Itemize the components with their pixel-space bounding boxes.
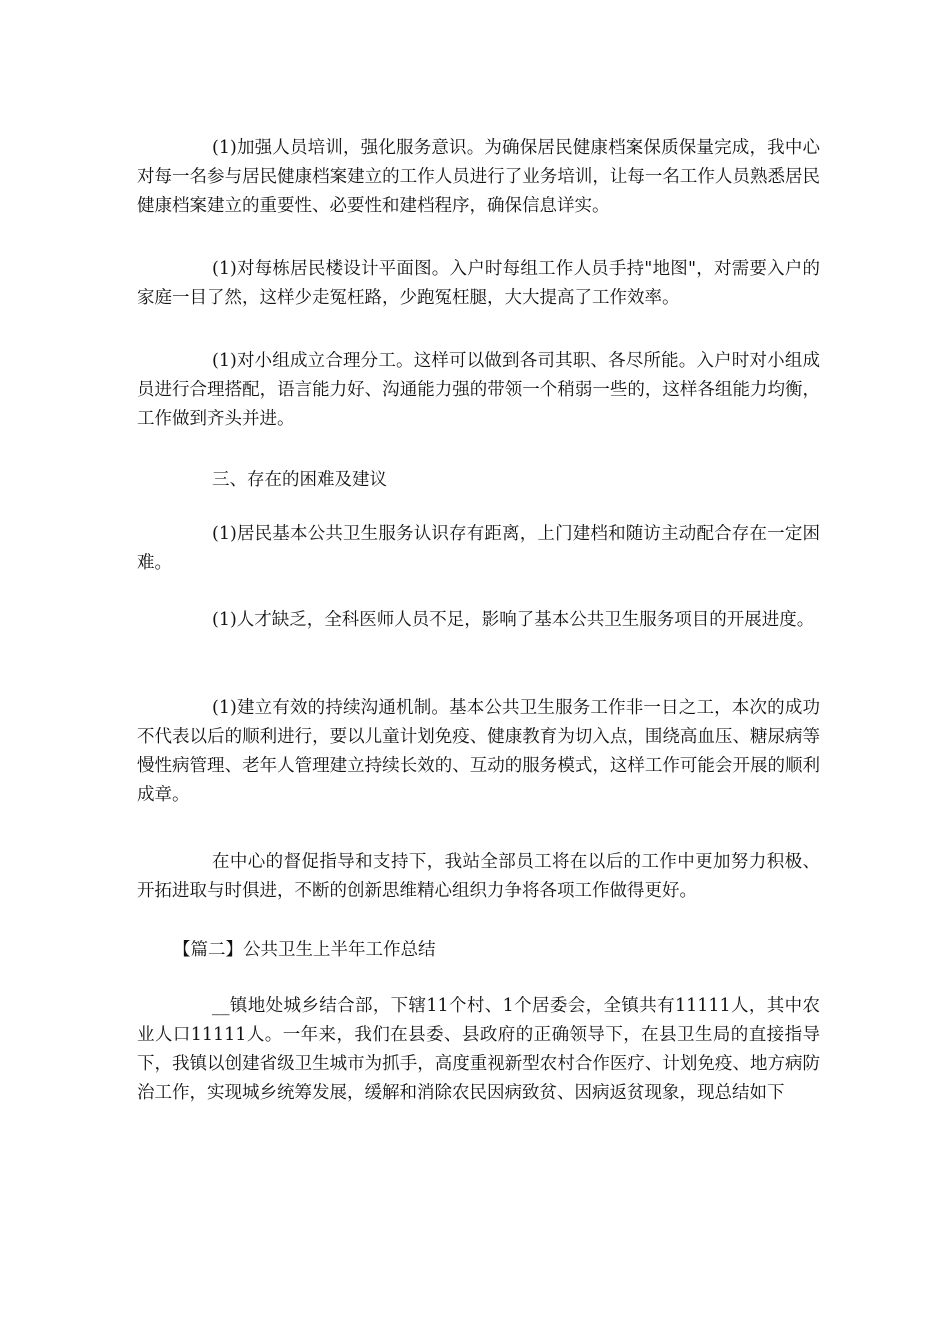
article-subtitle: 【篇二】公共卫生上半年工作总结 — [173, 940, 436, 960]
paragraph-floor-plan: (1)对每栋居民楼设计平面图。入户时每组工作人员手持"地图"，对需要入户的家庭一目了然，这样少走冤枉路，少跑冤枉腿，大大提高了工作效率。 — [137, 259, 820, 308]
paragraph-communication-mechanism: (1)建立有效的持续沟通机制。基本公共卫生服务工作非一日之工，本次的成功不代表以后的顺利进行，要以儿童计划免疫、健康教育为切入点，围绕高血压、糖尿病等慢性病管理、老年人管理建立持续长效的、互动的服务模式，这样工作可能会开展的顺利成章。 — [137, 698, 820, 805]
paragraph-town-overview: __镇地处城乡结合部，下辖11个村、1个居委会，全镇共有11111人，其中农业人口11111人。一年来，我们在县委、县政府的正确领导下，在县卫生局的直接指导下，我镇以创建省级卫生城市为抓手，高度重视新型农村合作医疗、计划免疫、地方病防治工作，实现城乡统筹发展，缓解和消除农民因病致贫、因病返贫现象，现总结如下 — [137, 996, 820, 1103]
paragraph-closing: 在中心的督促指导和支持下，我站全部员工将在以后的工作中更加努力积极、开拓进取与时俱进，不断的创新思维精心组织力争将各项工作做得更好。 — [137, 852, 820, 901]
paragraph-talent-shortage: (1)人才缺乏，全科医师人员不足，影响了基本公共卫生服务项目的开展进度。 — [212, 610, 815, 630]
section-heading-difficulties: 三、存在的困难及建议 — [212, 470, 387, 490]
paragraph-awareness-gap: (1)居民基本公共卫生服务认识存有距离，上门建档和随访主动配合存在一定困难。 — [137, 524, 820, 573]
paragraph-staff-training: (1)加强人员培训，强化服务意识。为确保居民健康档案保质保量完成，我中心对每一名参与居民健康档案建立的工作人员进行了业务培训，让每一名工作人员熟悉居民健康档案建立的重要性、必要性和建档程序，确保信息详实。 — [137, 138, 820, 216]
paragraph-group-division: (1)对小组成立合理分工。这样可以做到各司其职、各尽所能。入户时对小组成员进行合理搭配，语言能力好、沟通能力强的带领一个稍弱一些的，这样各组能力均衡，工作做到齐头并进。 — [137, 351, 820, 429]
